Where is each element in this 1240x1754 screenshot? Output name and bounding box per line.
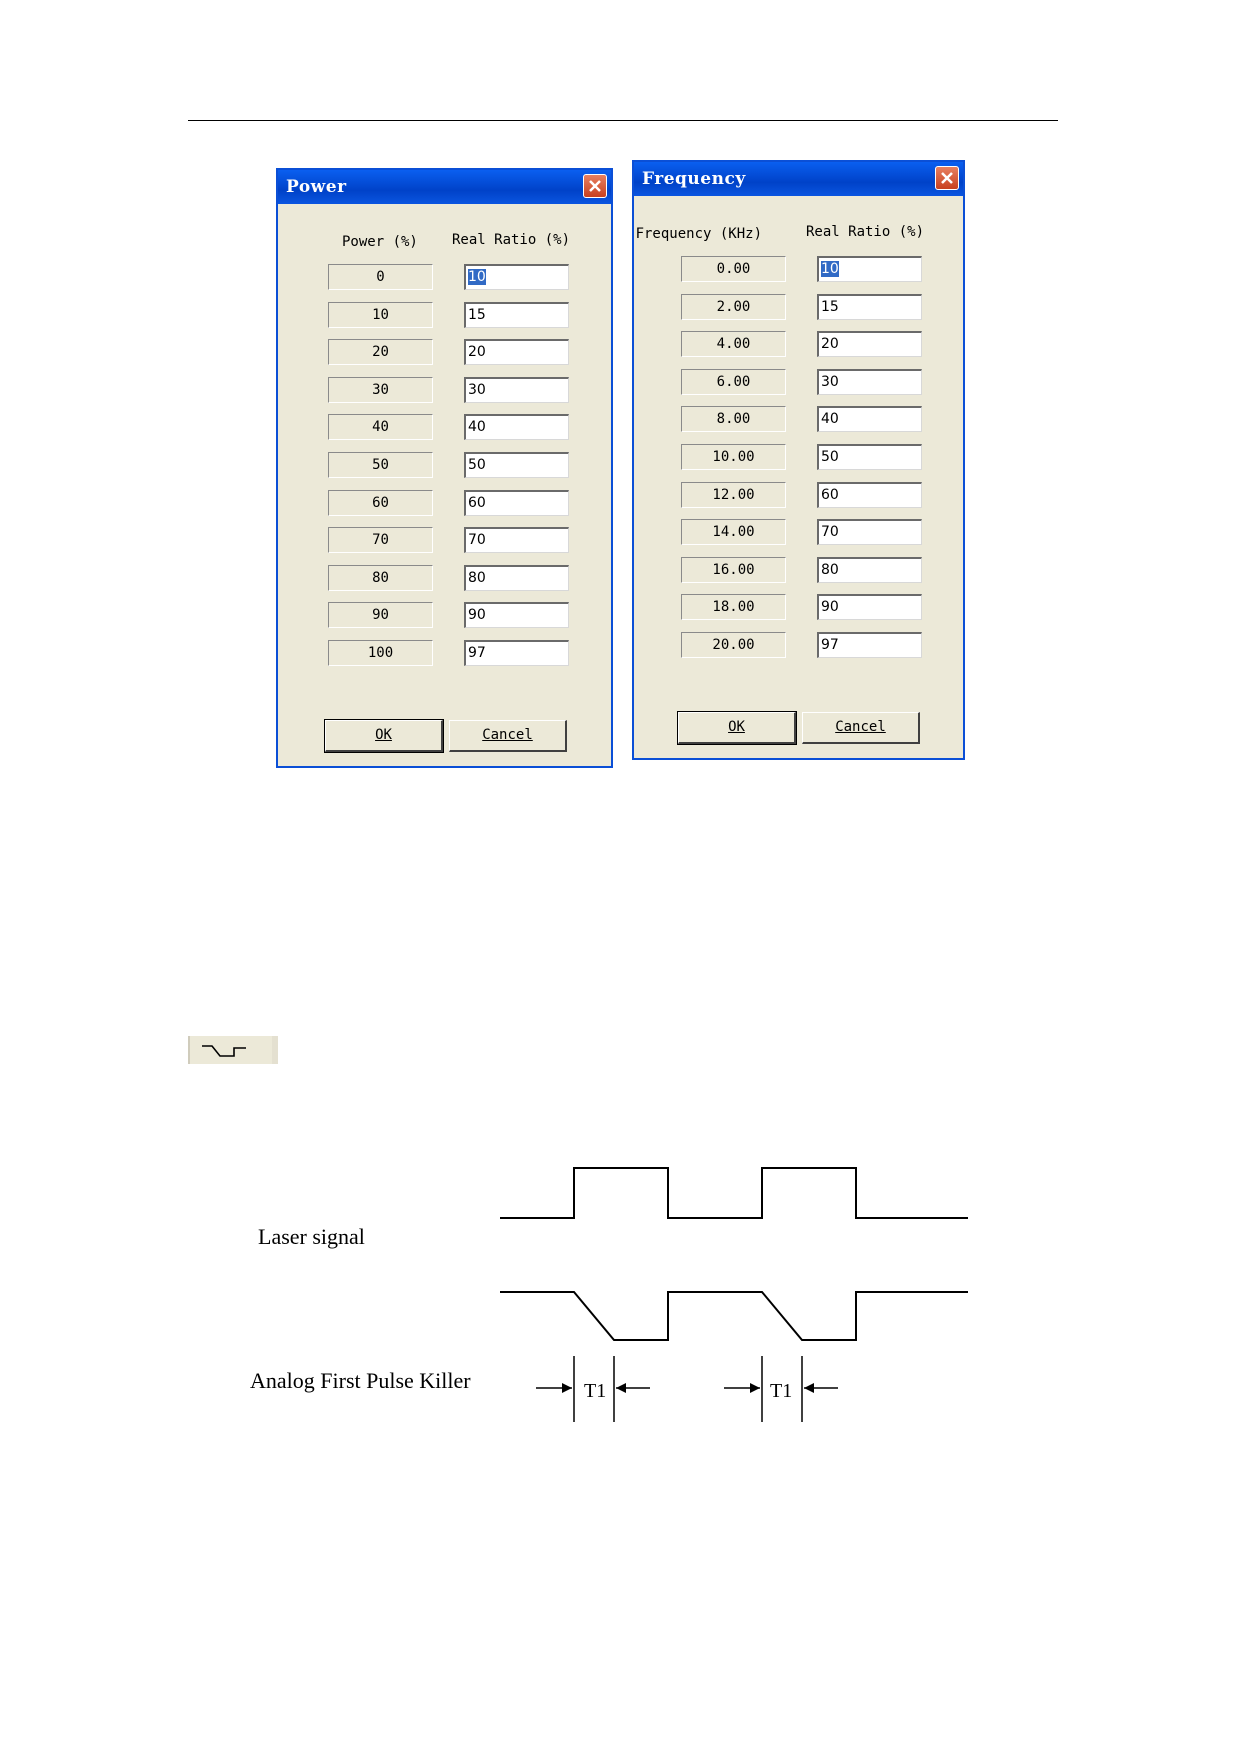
ok-button-label: OK — [375, 727, 392, 743]
real-ratio-input[interactable] — [817, 444, 922, 470]
value-readonly-field: 90 — [328, 602, 433, 628]
cancel-button[interactable] — [449, 720, 567, 752]
real-ratio-value: 50 — [468, 457, 486, 473]
value-readonly-field: 0 — [328, 264, 433, 290]
frequency-dialog-title: Frequency — [642, 169, 746, 189]
timing-diagram — [0, 1150, 1240, 1450]
value-readonly-field: 0.00 — [681, 256, 786, 282]
close-icon — [939, 170, 955, 186]
real-ratio-value: 15 — [821, 298, 839, 315]
ok-button[interactable] — [325, 720, 443, 752]
value-readonly-field: 20 — [328, 339, 433, 365]
real-ratio-value: 80 — [821, 561, 839, 578]
real-ratio-value: 97 — [468, 645, 486, 661]
t1-label: T1 — [770, 1380, 793, 1402]
real-ratio-column-header: Real Ratio (%) — [806, 224, 925, 240]
real-ratio-value: 30 — [468, 381, 486, 398]
real-ratio-input[interactable] — [464, 339, 569, 365]
close-icon — [587, 178, 603, 194]
t1-marker — [724, 1356, 838, 1422]
real-ratio-input[interactable] — [464, 377, 569, 403]
real-ratio-input[interactable] — [817, 369, 922, 395]
frequency-column-header: Frequency (KHz) — [635, 226, 762, 242]
real-ratio-value: 30 — [821, 373, 839, 390]
real-ratio-input[interactable] — [817, 557, 922, 583]
real-ratio-value: 10 — [468, 269, 486, 285]
power-dialog-titlebar[interactable] — [278, 170, 611, 204]
t1-marker — [536, 1356, 650, 1422]
real-ratio-value: 90 — [821, 599, 839, 616]
real-ratio-input[interactable] — [817, 256, 922, 282]
real-ratio-input[interactable] — [464, 452, 569, 478]
real-ratio-value: 40 — [821, 411, 839, 428]
close-button[interactable] — [583, 174, 607, 198]
real-ratio-value: 60 — [821, 486, 839, 503]
real-ratio-input[interactable] — [464, 640, 569, 666]
real-ratio-input[interactable] — [464, 264, 569, 290]
real-ratio-value: 80 — [468, 569, 486, 586]
value-readonly-field: 14.00 — [681, 519, 786, 545]
real-ratio-value: 60 — [468, 494, 486, 511]
real-ratio-input[interactable] — [817, 294, 922, 320]
value-readonly-field: 50 — [328, 452, 433, 478]
real-ratio-value: 70 — [468, 532, 486, 549]
laser-signal-label: Laser signal — [258, 1224, 365, 1249]
real-ratio-input[interactable] — [464, 414, 569, 440]
real-ratio-input[interactable] — [817, 519, 922, 545]
ok-button[interactable] — [678, 712, 796, 744]
value-readonly-field: 4.00 — [681, 331, 786, 357]
cancel-button-label: Cancel — [835, 719, 886, 735]
real-ratio-value: 20 — [468, 344, 486, 361]
real-ratio-input[interactable] — [817, 331, 922, 357]
real-ratio-input[interactable] — [464, 527, 569, 553]
real-ratio-value: 40 — [468, 419, 486, 436]
real-ratio-input[interactable] — [464, 490, 569, 516]
value-readonly-field: 2.00 — [681, 294, 786, 320]
frequency-dialog-titlebar[interactable] — [634, 162, 963, 196]
real-ratio-value: 50 — [821, 449, 839, 465]
analog-first-pulse-killer-label: Analog First Pulse Killer — [250, 1368, 471, 1393]
value-readonly-field: 18.00 — [681, 594, 786, 620]
real-ratio-value: 20 — [821, 336, 839, 353]
value-readonly-field: 20.00 — [681, 632, 786, 658]
value-readonly-field: 80 — [328, 565, 433, 591]
pulse-waveform-icon — [190, 1036, 272, 1064]
value-readonly-field: 10.00 — [681, 444, 786, 470]
power-dialog-title: Power — [286, 177, 347, 197]
power-column-header: Power (%) — [342, 234, 418, 250]
value-readonly-field: 30 — [328, 377, 433, 403]
real-ratio-input[interactable] — [464, 602, 569, 628]
t1-label: T1 — [584, 1380, 607, 1402]
value-readonly-field: 12.00 — [681, 482, 786, 508]
real-ratio-value: 70 — [821, 524, 839, 541]
value-readonly-field: 6.00 — [681, 369, 786, 395]
real-ratio-input[interactable] — [817, 482, 922, 508]
real-ratio-value: 97 — [821, 637, 839, 653]
ok-button-label: OK — [728, 719, 745, 735]
analog-pulse-icon[interactable] — [188, 1036, 278, 1064]
analog-pulse-waveform — [500, 1292, 968, 1340]
cancel-button[interactable] — [802, 712, 920, 744]
power-dialog — [276, 168, 613, 768]
value-readonly-field: 60 — [328, 490, 433, 516]
real-ratio-input[interactable] — [817, 632, 922, 658]
real-ratio-column-header: Real Ratio (%) — [452, 232, 571, 248]
close-button[interactable] — [935, 166, 959, 190]
header-rule — [188, 120, 1058, 121]
real-ratio-input[interactable] — [817, 594, 922, 620]
value-readonly-field: 40 — [328, 414, 433, 440]
value-readonly-field: 100 — [328, 640, 433, 666]
laser-signal-waveform — [500, 1168, 968, 1218]
real-ratio-input[interactable] — [817, 406, 922, 432]
frequency-dialog — [632, 160, 965, 760]
real-ratio-value: 90 — [468, 607, 486, 624]
real-ratio-input[interactable] — [464, 565, 569, 591]
cancel-button-label: Cancel — [482, 727, 533, 743]
real-ratio-input[interactable] — [464, 302, 569, 328]
value-readonly-field: 10 — [328, 302, 433, 328]
value-readonly-field: 8.00 — [681, 406, 786, 432]
value-readonly-field: 16.00 — [681, 557, 786, 583]
value-readonly-field: 70 — [328, 527, 433, 553]
real-ratio-value: 10 — [821, 261, 839, 277]
real-ratio-value: 15 — [468, 306, 486, 323]
